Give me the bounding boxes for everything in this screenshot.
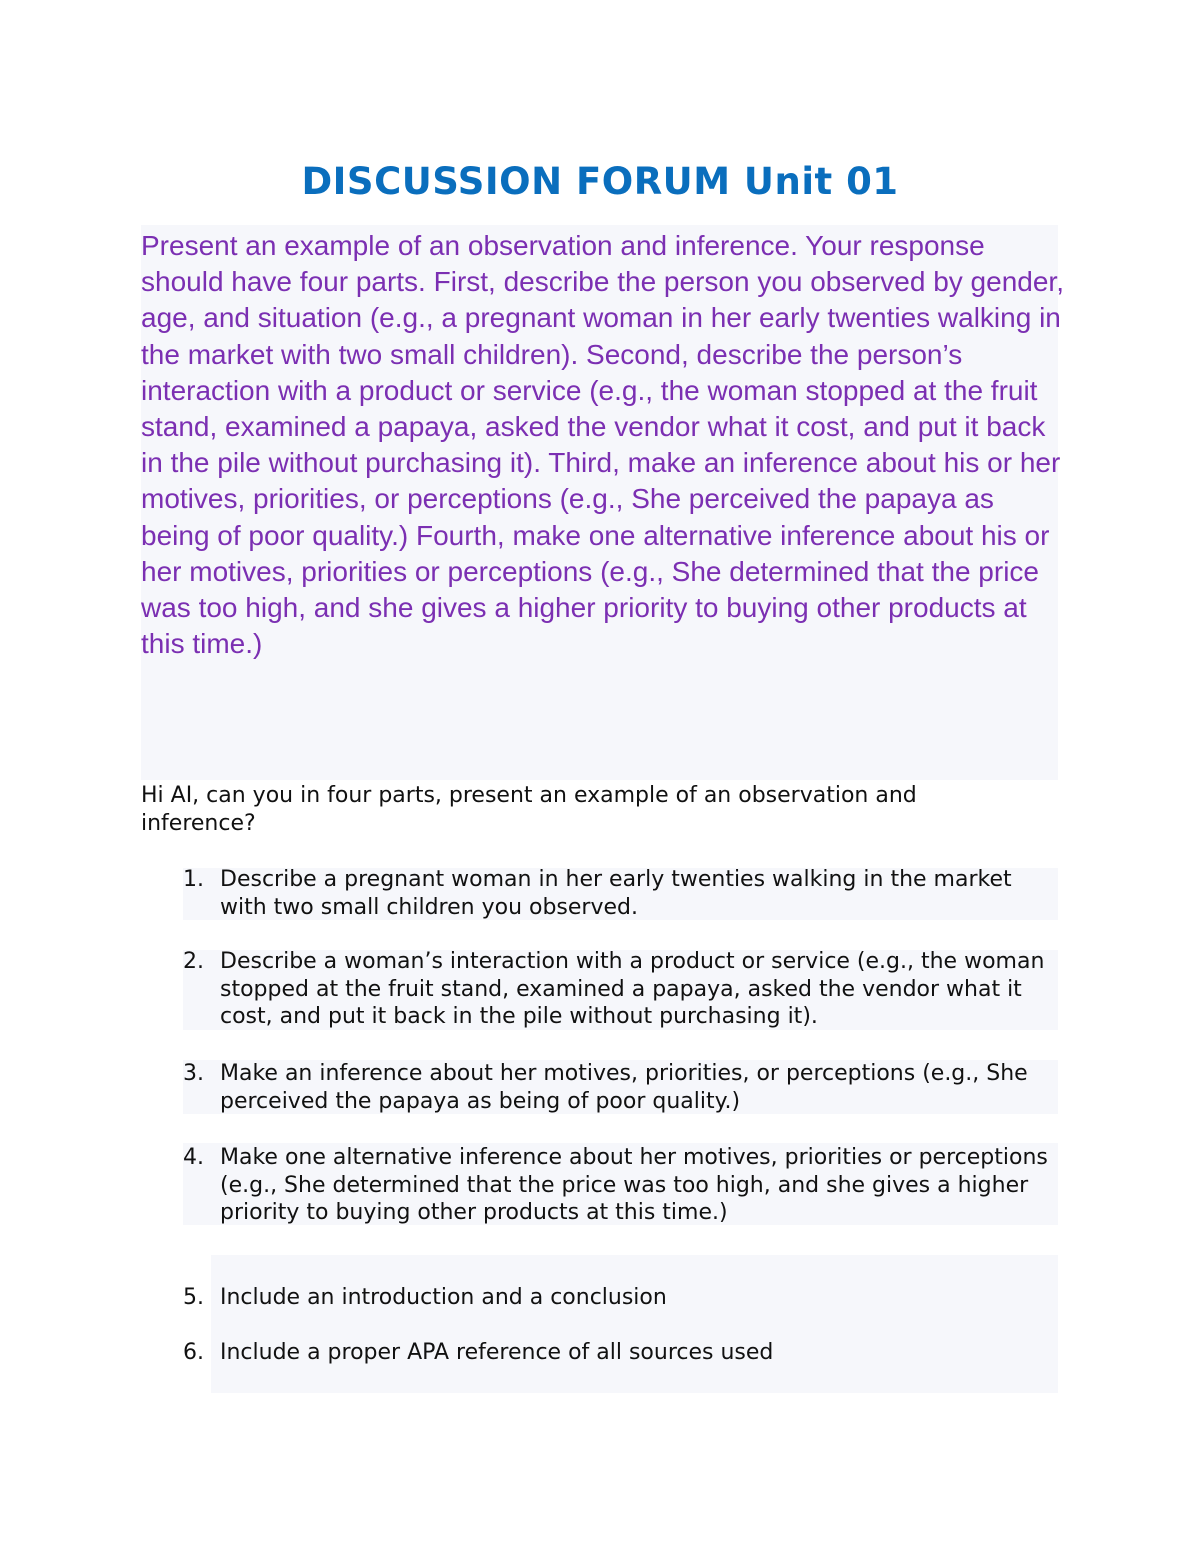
list-item-text: Include a proper APA reference of all sources used <box>220 1340 774 1365</box>
list-item-text: Include an introduction and a conclusion <box>220 1285 667 1310</box>
list-item-text: Describe a pregnant woman in her early twenties walking in the market with two small children you observed. <box>220 867 1012 920</box>
list-item <box>183 1284 1063 1312</box>
list-item <box>183 1144 1063 1227</box>
list-item-number: 1. <box>183 867 204 892</box>
list-item-number: 5. <box>183 1285 204 1310</box>
list-item-number: 3. <box>183 1061 204 1086</box>
list-item-number: 2. <box>183 949 204 974</box>
list-item <box>183 948 1063 1031</box>
list-item-number: 6. <box>183 1340 204 1365</box>
list-item <box>183 1060 1063 1115</box>
list-item-number: 4. <box>183 1145 204 1170</box>
list-item-text: Describe a woman’s interaction with a product or service (e.g., the woman stopped at the fruit stand, examined a papaya, asked the vendor what it cost, and put it back in the pile without purchasing it). <box>220 949 1045 1029</box>
ai-request: Hi AI, can you in four parts, present an example of an observation and inference? <box>141 783 917 836</box>
list-item-text: Make one alternative inference about her motives, priorities or perceptions (e.g., She determined that the price was too high, and she gives a higher priority to buying other products at this time.) <box>220 1145 1048 1225</box>
list-item-text: Make an inference about her motives, priorities, or perceptions (e.g., She perceived the papaya as being of poor quality.) <box>220 1061 1028 1114</box>
assignment-prompt: Present an example of an observation and inference. Your response should have four parts. First, describe the person you observed by gender, age, and situation (e.g., a pregnant woman in her early twenties walking in the market with two small children). Second, describe the person’s interaction with a product or service (e.g., the woman stopped at the fruit stand, examined a papaya, asked the vendor what it cost, and put it back in the pile without purchasing it). Third, make an inference about his or her motives, priorities, or perceptions (e.g., She perceived the papaya as being of poor quality.) Fourth, make one alternative inference about his or her motives, priorities or perceptions (e.g., She determined that the price was too high, and she gives a higher priority to buying other products at this time.) <box>141 230 1064 660</box>
list-item <box>183 1339 1063 1367</box>
document-title: DISCUSSION FORUM Unit 01 <box>301 160 899 203</box>
list-item <box>183 866 1063 921</box>
item-shading <box>211 1255 1058 1393</box>
